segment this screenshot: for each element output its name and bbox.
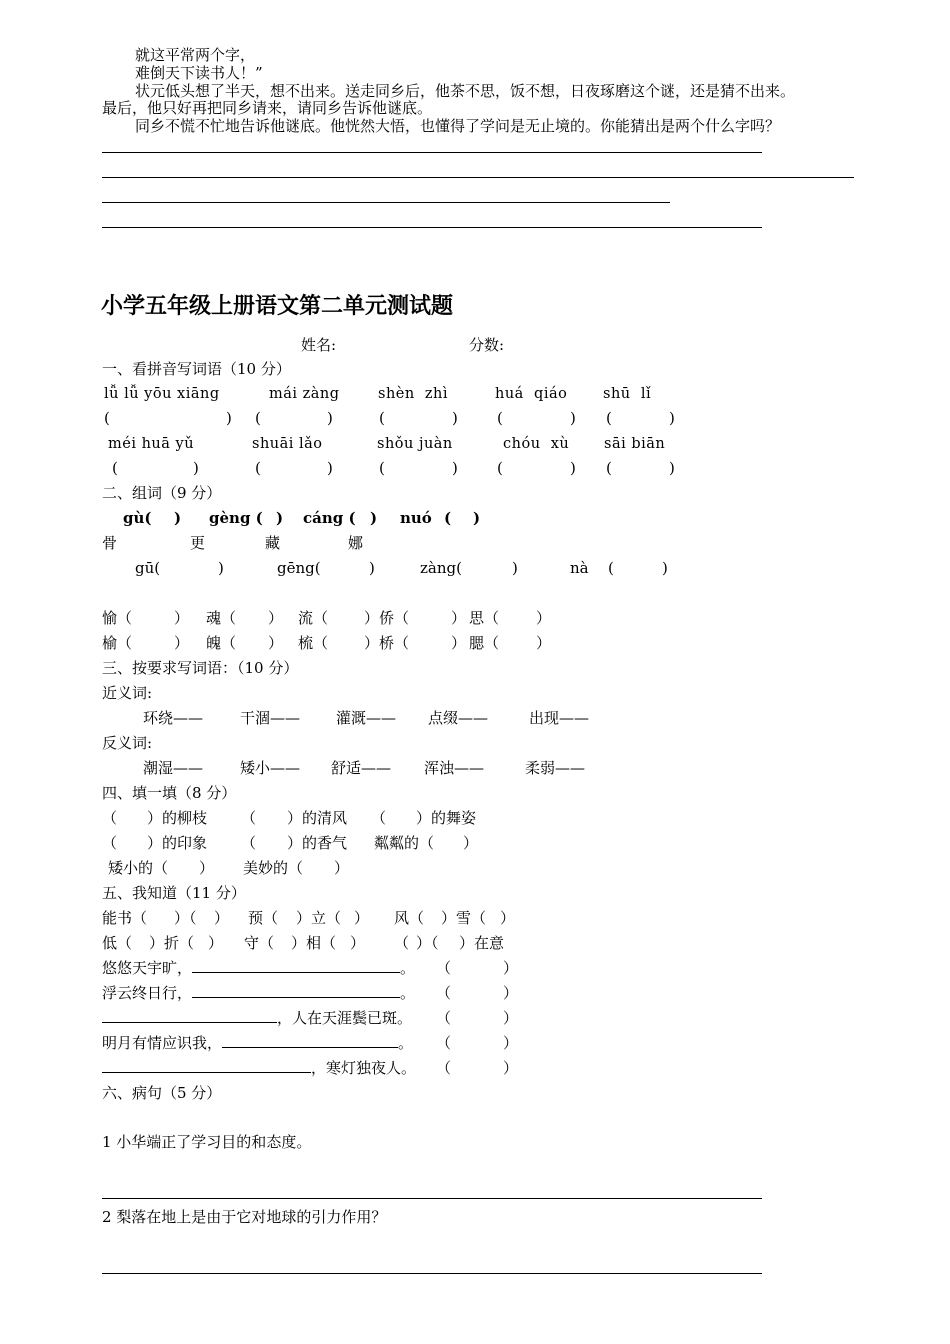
paren-close: ) [669, 409, 675, 427]
paren-close: ) [218, 559, 224, 577]
paren-close: ） [174, 634, 190, 652]
answer-line-3[interactable] [102, 202, 670, 203]
antonym-item: 柔弱—— [525, 759, 586, 777]
antonym-label: 反义词: [102, 734, 153, 752]
fill-item: 美妙的（ [243, 859, 304, 877]
paren-open: ( [379, 459, 385, 477]
antonym-item: 矮小—— [240, 759, 301, 777]
idiom-5-mid: ）相（ [291, 934, 337, 952]
paren-open: ( [608, 559, 614, 577]
idiom-3: 风（ [394, 909, 425, 927]
paren-open: ( [606, 409, 612, 427]
paren-close: ） [214, 909, 230, 927]
antonym-item: 舒适—— [331, 759, 392, 777]
idiom-4: 低（ [102, 934, 133, 952]
paren-close: ) [570, 459, 576, 477]
paren-close: ) [174, 509, 182, 527]
synonym-item: 出现—— [529, 709, 590, 727]
answer-line[interactable] [102, 1273, 762, 1274]
poem-text: 浮云终日行， [102, 984, 193, 1002]
pinyin-geng4: gèng ( [209, 509, 263, 527]
paren-close: ) [327, 409, 333, 427]
paren-open: ( [497, 409, 503, 427]
story-line-4: 最后，他只好再把同乡请来，请同乡告诉他谜底。 [102, 99, 433, 117]
poem-line-5 [102, 1061, 416, 1076]
char-geng: 更 [190, 534, 206, 552]
fill-item: ）的香气 [287, 834, 348, 852]
paren-open: ( [497, 459, 503, 477]
fill-item: ）的印象 [147, 834, 208, 852]
idiom-2-mid: ）立（ [296, 909, 342, 927]
paren-close: ） [451, 609, 467, 627]
paren-open: ( [255, 459, 261, 477]
section-2-heading: 二、组词（9 分） [102, 484, 222, 502]
score-label: 分数: [469, 336, 505, 354]
idiom-6-end: ）在意 [459, 934, 505, 952]
paren-close: ） [536, 634, 552, 652]
word-yu2: 榆（ [102, 634, 133, 652]
poem-blank[interactable] [222, 1047, 398, 1048]
pinyin-gu1: gū( [135, 559, 161, 577]
fill-item: 矮小的（ [108, 859, 169, 877]
poem-line-2 [102, 986, 415, 1001]
paren-open: （ [436, 1034, 452, 1052]
paren-open: （ [436, 1009, 452, 1027]
paren-close: ) [327, 459, 333, 477]
paren-close: ） [174, 609, 190, 627]
paren-close: ） [199, 859, 215, 877]
paren-close: ） [503, 1009, 519, 1027]
paren-close: ) [226, 409, 232, 427]
word-liu: 流（ [298, 609, 329, 627]
paren-open: （ [436, 984, 452, 1002]
word-si: 思（ [469, 609, 500, 627]
story-line-1: 就这平常两个字， [135, 46, 256, 64]
poem-text: ，寒灯独夜人。 [311, 1059, 417, 1077]
paren-close: ） [503, 1059, 519, 1077]
pinyin-cang2: cáng ( [303, 509, 356, 527]
word-sai: 腮（ [469, 634, 500, 652]
poem-blank[interactable] [102, 1022, 277, 1023]
poem-text: ，人在天涯鬓已斑。 [277, 1009, 413, 1027]
pinyin-10: sāi biān [604, 436, 666, 452]
synonym-item: 环绕—— [143, 709, 204, 727]
pinyin-geng1: gēng( [277, 559, 321, 577]
idiom-6: （ [394, 934, 410, 952]
idiom-4-mid: ）折（ [149, 934, 195, 952]
poem-line-3 [102, 1011, 412, 1026]
paren-open: ( [112, 459, 118, 477]
pinyin-3: shèn zhì [378, 386, 449, 402]
paren-close: ） [208, 934, 224, 952]
fill-item: ）的舞姿 [416, 809, 477, 827]
idiom-1: 能书（ [102, 909, 148, 927]
word-qiao: ）侨（ [364, 609, 410, 627]
poem-line-1 [102, 961, 415, 976]
period: 。 [398, 1034, 414, 1052]
paren-close: ） [536, 609, 552, 627]
poem-text: 明月有情应识我， [102, 1034, 223, 1052]
paren-close: ） [463, 834, 479, 852]
pinyin-9: chóu xù [503, 436, 570, 452]
answer-line-4[interactable] [102, 227, 762, 228]
word-hun: 魂（ [206, 609, 237, 627]
idiom-2: 预（ [248, 909, 279, 927]
paren-close: ) [370, 509, 378, 527]
poem-text: 悠悠天宇旷， [102, 959, 193, 977]
paren-close: ) [452, 409, 458, 427]
paren-open: （ [436, 1059, 452, 1077]
paren-open: ( [606, 459, 612, 477]
paren-close: ) [570, 409, 576, 427]
paren-close: ） [451, 634, 467, 652]
pinyin-6: méi huā yǔ [108, 436, 195, 452]
synonym-label: 近义词: [102, 684, 153, 702]
poem-blank[interactable] [192, 972, 400, 973]
word-qiao2: ）桥（ [364, 634, 410, 652]
idiom-3-mid: ）雪（ [441, 909, 487, 927]
answer-line-1[interactable] [102, 152, 762, 153]
paren-open: （ [436, 959, 452, 977]
story-line-5: 同乡不慌不忙地告诉他谜底。他恍然大悟，也懂得了学问是无止境的。你能猜出是两个什么字吗？ [135, 117, 781, 135]
paren-close: ） [500, 909, 516, 927]
question-2: 2 梨落在地上是由于它对地球的引力作用？ [102, 1208, 387, 1226]
pinyin-zang4: zàng( [420, 559, 462, 577]
section-1-heading: 一、看拼音写词语（10 分） [102, 360, 291, 378]
paren-close: ) [452, 459, 458, 477]
paren-close: ） [503, 959, 519, 977]
paren-close: ） [503, 1034, 519, 1052]
pinyin-2: mái zàng [269, 386, 340, 402]
poem-blank[interactable] [102, 1072, 311, 1073]
paren-open: ( [379, 409, 385, 427]
paren-close: ） [503, 984, 519, 1002]
pinyin-nuo2: nuó [400, 509, 432, 527]
section-3-heading: 三、按要求写词语：（10 分） [102, 659, 299, 677]
pinyin-na4: nà [570, 559, 589, 577]
paren-open: ( [444, 509, 452, 527]
paren-close: ) [512, 559, 518, 577]
synonym-item: 点缀—— [428, 709, 489, 727]
period: 。 [400, 984, 416, 1002]
fill-item: ）的柳枝 [147, 809, 208, 827]
paren-close: ) [669, 459, 675, 477]
char-gu: 骨 [102, 534, 118, 552]
page-title: 小学五年级上册语文第二单元测试题 [101, 294, 454, 319]
pinyin-8: shǒu juàn [377, 436, 453, 452]
answer-line-2[interactable] [102, 177, 854, 178]
paren-close: ） [334, 859, 350, 877]
synonym-item: 灌溉—— [336, 709, 397, 727]
word-po: 魄（ [206, 634, 237, 652]
paren-open: （ [241, 834, 257, 852]
antonym-item: 浑浊—— [424, 759, 485, 777]
paren-open: ( [255, 409, 261, 427]
answer-line[interactable] [102, 1198, 762, 1199]
word-shu: 梳（ [298, 634, 329, 652]
paren-close: ) [369, 559, 375, 577]
word-yu: 愉（ [102, 609, 133, 627]
paren-close: ） [268, 609, 284, 627]
pinyin-gu4: gù( [123, 509, 152, 527]
section-6-heading: 六、病句（5 分） [102, 1084, 222, 1102]
pinyin-5: shū lǐ [603, 386, 652, 402]
story-line-2: 难倒天下读书人！” [135, 64, 263, 82]
pinyin-7: shuāi lǎo [252, 436, 323, 452]
pinyin-4: huá qiáo [495, 386, 568, 402]
paren-open: （ [241, 809, 257, 827]
paren-close: ） [268, 634, 284, 652]
question-1: 1 小华端正了学习目的和态度。 [102, 1133, 312, 1151]
paren-open: （ [371, 809, 387, 827]
paren-close: ) [662, 559, 668, 577]
paren-open: ( [104, 409, 110, 427]
fill-item: ）的清风 [287, 809, 348, 827]
paren-close: ) [473, 509, 481, 527]
paren-open: （ [102, 834, 118, 852]
synonym-item: 干涸—— [240, 709, 301, 727]
char-nuo: 娜 [348, 534, 364, 552]
poem-blank[interactable] [192, 997, 400, 998]
paren-close: ） [354, 909, 370, 927]
idiom-5: 守（ [244, 934, 275, 952]
section-5-heading: 五、我知道（11 分） [102, 884, 246, 902]
section-4-heading: 四、填一填（8 分） [102, 784, 237, 802]
paren-close: ） [350, 934, 366, 952]
paren-close: ) [276, 509, 284, 527]
poem-line-4 [102, 1036, 413, 1051]
period: 。 [400, 959, 416, 977]
idiom-1-mid: ）（ [174, 909, 197, 927]
pinyin-1: lǚ lǚ yōu xiāng [104, 386, 220, 402]
story-line-3: 状元低头想了半天，想不出来。送走同乡后，他茶不思，饭不想，日夜琢磨这个谜，还是猜不出来。 [135, 82, 796, 100]
char-cang: 藏 [265, 534, 281, 552]
name-label: 姓名: [301, 336, 337, 354]
paren-open: （ [102, 809, 118, 827]
fill-item: 粼粼的（ [374, 834, 435, 852]
antonym-item: 潮湿—— [143, 759, 204, 777]
paren-close: ) [193, 459, 199, 477]
idiom-6-mid: ）（ [416, 934, 439, 952]
